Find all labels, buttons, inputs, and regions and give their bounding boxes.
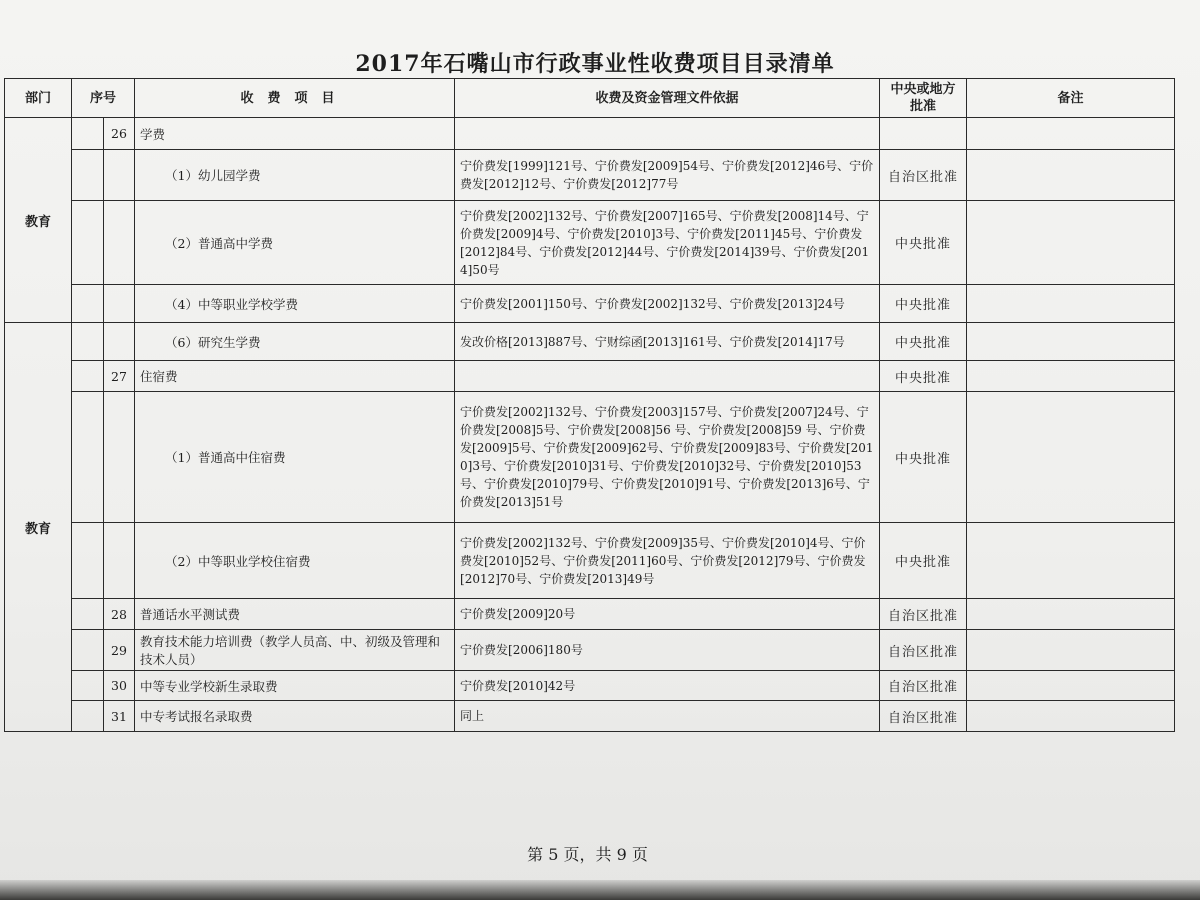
header-remarks: 备注 <box>967 79 1175 118</box>
blank-cell <box>72 201 104 285</box>
header-approval: 中央或地方批准 <box>880 79 967 118</box>
item-cell: （2）中等职业学校住宿费 <box>135 523 455 599</box>
table-row <box>5 201 1175 285</box>
item-cell: 普通话水平测试费 <box>135 599 455 630</box>
remarks-cell <box>967 323 1175 361</box>
blank-cell <box>72 361 104 392</box>
remarks-cell <box>967 392 1175 523</box>
header-dept: 部门 <box>5 79 72 118</box>
seq-cell: 27 <box>104 361 135 392</box>
remarks-cell <box>967 523 1175 599</box>
table-row <box>5 630 1175 671</box>
header-basis: 收费及资金管理文件依据 <box>455 79 880 118</box>
blank-cell <box>72 671 104 701</box>
approval-cell: 中央批准 <box>880 285 967 323</box>
item-cell: （1）普通高中住宿费 <box>135 392 455 523</box>
item-cell: （1）幼儿园学费 <box>135 150 455 201</box>
blank-cell <box>104 392 135 523</box>
table-row <box>5 150 1175 201</box>
basis-cell: 宁价费发[2009]20号 <box>455 599 880 630</box>
table-row <box>5 701 1175 732</box>
basis-cell: 发改价格[2013]887号、宁财综函[2013]161号、宁价费发[2014]17号 <box>455 323 880 361</box>
blank-cell <box>104 150 135 201</box>
blank-cell <box>72 285 104 323</box>
remarks-cell <box>967 118 1175 150</box>
basis-cell: 宁价费发[2010]42号 <box>455 671 880 701</box>
approval-cell: 中央批准 <box>880 392 967 523</box>
remarks-cell <box>967 630 1175 671</box>
basis-cell: 宁价费发[2002]132号、宁价费发[2009]35号、宁价费发[2010]4号、宁价费发[2010]52号、宁价费发[2011]60号、宁价费发[2012]79号、宁价费发[2012]70号、宁价费发[2013]49号 <box>455 523 880 599</box>
item-cell: 中等专业学校新生录取费 <box>135 671 455 701</box>
page-title: 2017年石嘴山市行政事业性收费项目目录清单 <box>355 51 835 77</box>
table-row <box>5 671 1175 701</box>
approval-cell: 自治区批准 <box>880 599 967 630</box>
basis-cell: 宁价费发[2002]132号、宁价费发[2003]157号、宁价费发[2007]24号、宁价费发[2008]5号、宁价费发[2008]56 号、宁价费发[2008]59 号、宁价费发[2009]5号、宁价费发[2009]62号、宁价费发[2009]83号、宁价费发[2010]3号、宁价费发[2010]31号、宁价费发[2010]32号、宁价费发[2010]53号、宁价费发[2010]79号、宁价费发[2010]91号、宁价费发[2013]6号、宁价费发[2013]51号 <box>455 392 880 523</box>
basis-cell: 宁价费发[2006]180号 <box>455 630 880 671</box>
remarks-cell <box>967 701 1175 732</box>
page-number: 第 5 页，共 9 页 <box>527 845 648 864</box>
approval-cell: 自治区批准 <box>880 630 967 671</box>
item-cell: 住宿费 <box>135 361 455 392</box>
blank-cell <box>72 323 104 361</box>
blank-cell <box>72 599 104 630</box>
item-cell: （6）研究生学费 <box>135 323 455 361</box>
blank-cell <box>72 392 104 523</box>
item-cell: 学费 <box>135 118 455 150</box>
seq-cell: 29 <box>104 630 135 671</box>
remarks-cell <box>967 599 1175 630</box>
fee-table <box>4 78 1175 732</box>
seq-cell: 30 <box>104 671 135 701</box>
approval-cell: 中央批准 <box>880 523 967 599</box>
item-cell: （2）普通高中学费 <box>135 201 455 285</box>
remarks-cell <box>967 361 1175 392</box>
seq-cell: 26 <box>104 118 135 150</box>
blank-cell <box>72 523 104 599</box>
dept-cell: 教育 <box>5 323 72 732</box>
dept-cell: 教育 <box>5 118 72 323</box>
remarks-cell <box>967 285 1175 323</box>
table-row <box>5 361 1175 392</box>
table-row <box>5 599 1175 630</box>
header-item: 收费项目 <box>135 79 455 118</box>
approval-cell: 中央批准 <box>880 361 967 392</box>
blank-cell <box>104 523 135 599</box>
basis-cell: 同上 <box>455 701 880 732</box>
table-row <box>5 323 1175 361</box>
seq-cell: 28 <box>104 599 135 630</box>
basis-cell: 宁价费发[2002]132号、宁价费发[2007]165号、宁价费发[2008]14号、宁价费发[2009]4号、宁价费发[2010]3号、宁价费发[2011]45号、宁价费发[2012]84号、宁价费发[2012]44号、宁价费发[2014]39号、宁价费发[2014]50号 <box>455 201 880 285</box>
table-row <box>5 118 1175 150</box>
table-row <box>5 285 1175 323</box>
remarks-cell <box>967 201 1175 285</box>
item-cell: 教育技术能力培训费（教学人员高、中、初级及管理和技术人员） <box>135 630 455 671</box>
approval-cell: 自治区批准 <box>880 701 967 732</box>
desk-edge <box>0 880 1200 900</box>
approval-cell: 自治区批准 <box>880 150 967 201</box>
basis-cell: 宁价费发[1999]121号、宁价费发[2009]54号、宁价费发[2012]46号、宁价费发[2012]12号、宁价费发[2012]77号 <box>455 150 880 201</box>
blank-cell <box>104 285 135 323</box>
approval-cell <box>880 118 967 150</box>
basis-cell <box>455 118 880 150</box>
seq-cell: 31 <box>104 701 135 732</box>
basis-cell <box>455 361 880 392</box>
blank-cell <box>72 118 104 150</box>
header-seq: 序号 <box>72 79 135 118</box>
approval-cell: 自治区批准 <box>880 671 967 701</box>
table-header-row <box>5 79 1175 118</box>
remarks-cell <box>967 671 1175 701</box>
table-row <box>5 523 1175 599</box>
blank-cell <box>104 323 135 361</box>
item-cell: （4）中等职业学校学费 <box>135 285 455 323</box>
item-cell: 中专考试报名录取费 <box>135 701 455 732</box>
approval-cell: 中央批准 <box>880 201 967 285</box>
blank-cell <box>104 201 135 285</box>
blank-cell <box>72 701 104 732</box>
blank-cell <box>72 150 104 201</box>
remarks-cell <box>967 150 1175 201</box>
table-row <box>5 392 1175 523</box>
blank-cell <box>72 630 104 671</box>
basis-cell: 宁价费发[2001]150号、宁价费发[2002]132号、宁价费发[2013]24号 <box>455 285 880 323</box>
approval-cell: 中央批准 <box>880 323 967 361</box>
